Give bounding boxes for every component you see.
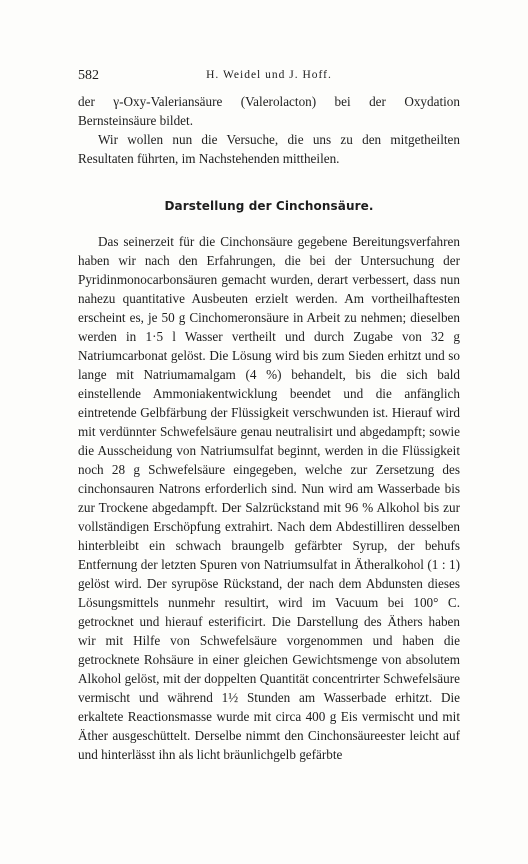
paragraph-intro-continuation: der γ-Oxy-Valeriansäure (Valerolacton) bei der Oxydation Bernsteinsäure bildet. [78,94,460,128]
paragraph-section-body: Das seinerzeit für die Cinchonsäure gegebene Bereitungsverfahren haben wir nach den Erfahrungen, die bei der Untersuchung der Pyridinmonocarbonsäuren gemacht wurden, derart verbessert, dass nun nahezu quantitative Ausbeuten erzielt werden. Am vortheilhaftesten erscheint es, je 50 g Cinchomeronsäure in Arbeit zu nehmen; dieselben werden in 1·5 l Wasser vertheilt und durch Zugabe von 32 g Natriumcarbonat gelöst. Die Lösung wird bis zum Sieden erhitzt und so lange mit Natriumamalgam (4 %) behandelt, bis die sich bald einstellende Ammoniakentwicklung beendet und die anfänglich eintretende Gelbfärbung der Flüssigkeit verschwunden ist. Hierauf wird mit verdünnter Schwefelsäure genau neutralisirt und abgedampft; sowie die Ausscheidung von Natriumsulfat beginnt, werden in die Flüssigkeit noch 28 g Schwefelsäure eingegeben, welche zur Zersetzung des cinchonsauren Natrons erforderlich sind. Nun wird am Wasserbade bis zur Trockene abgedampft. Der Salzrückstand mit 96 % Alkohol bis zur vollständigen Erschöpfung extrahirt. Nach dem Abdestilliren desselben hinterbleibt ein schwach braungelb gefärbter Syrup, der behufs Entfernung der letzten Spuren von Natriumsulfat in Ätheralkohol (1 : 1) gelöst wird. Der syrupöse Rückstand, der nach dem Abdunsten dieses Lösungsmittels nunmehr resultirt, wird im Vacuum bei 100° C. getrocknet und hierauf esterificirt. Die Darstellung des Äthers haben wir mit Hilfe von Schwefelsäure vorgenommen und haben die getrocknete Rohsäure in einer gleichen Gewichtsmenge von absolutem Alkohol gelöst, mit der doppelten Quantität concentrirter Schwefelsäure vermischt und während 1½ Stunden am Wasserbade erhitzt. Die erkaltete Reactionsmasse wurde mit circa 400 g Eis vermischt und mit Äther ausgeschüttelt. Derselbe nimmt den Cinchonsäureester leicht auf und hinterlässt ihn als licht bräunlichgelb gefärbte [78,234,460,762]
running-head: H. Weidel und J. Hoff. [206,69,332,81]
page-number: 582 [78,68,99,83]
section-heading: Darstellung der Cinchonsäure. [164,199,374,213]
page-header [78,68,460,88]
body-text [78,92,460,764]
paragraph-intro-followup: Wir wollen nun die Versuche, die uns zu den mitgetheilten Resultaten führten, im Nachstehenden mittheilen. [78,132,460,166]
